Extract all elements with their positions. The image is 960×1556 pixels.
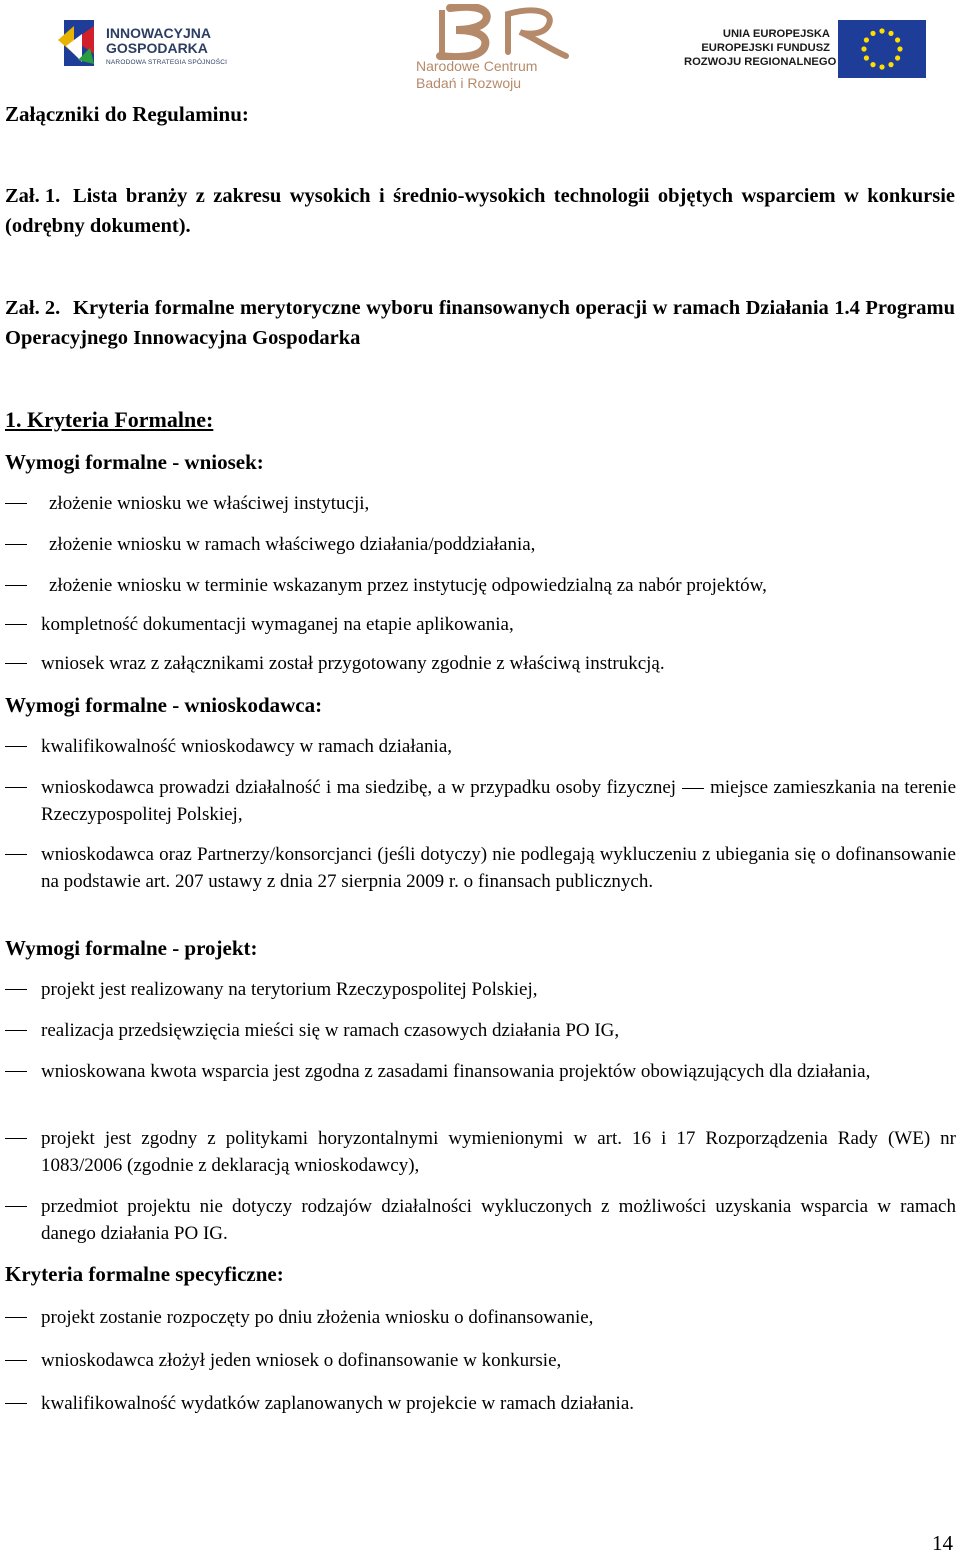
list-item: projekt jest zgodny z politykami horyzontalnymi wymienionymi w art. 16 i 17 Rozporządzenia Rady (WE) nr 1083/2006 (zgodnie z deklaracją wnioskodawcy), [0,1125,956,1179]
innowacyjna-gospodarka-tagline: NARODOWA STRATEGIA SPÓJNOŚCI [106,59,228,66]
dash-bullet [5,585,27,586]
list-item: wnioskowana kwota wsparcia jest zgodna z zasadami finansowania projektów obowiązujących dla działania, [0,1058,956,1085]
inline-dash [682,788,704,789]
dash-bullet [5,1138,27,1139]
dash-bullet [5,1317,27,1318]
dash-bullet [5,787,27,788]
page-header [0,0,960,95]
eu-logo [684,20,928,78]
dash-bullet [5,1403,27,1404]
list-item: projekt jest realizowany na terytorium Rzeczypospolitej Polskiej, [0,976,956,1003]
list-item: wnioskodawca złożył jeden wniosek o dofinansowanie w konkursie, [0,1347,956,1374]
list-item: projekt zostanie rozpoczęty po dniu złożenia wniosku o dofinansowanie, [0,1304,956,1331]
group-heading-wnioskodawca: Wymogi formalne - wnioskodawca: [5,693,323,717]
eu-flag-icon [838,20,926,78]
list-item: złożenie wniosku we właściwej instytucji, [0,490,956,517]
list-item: przedmiot projektu nie dotyczy rodzajów działalności wykluczonych z możliwości uzyskania wsparcia w ramach danego działania PO IG. [0,1193,956,1247]
dash-bullet [5,503,27,504]
innowacyjna-gospodarka-star-icon [58,20,102,68]
dash-bullet [5,663,27,664]
list-item: realizacja przedsięwzięcia mieści się w ramach czasowych działania PO IG, [0,1017,956,1044]
list-item: wnioskodawca oraz Partnerzy/konsorcjanci (jeśli dotyczy) nie podlegają wykluczeniu z ubiegania się o dofinansowanie na podstawie art. 207 ustawy z dnia 27 sierpnia 2009 r. o finansach publicznych. [0,841,956,895]
dash-bullet [5,624,27,625]
dash-bullet [5,854,27,855]
attachment-1 [5,181,955,241]
dash-bullet [5,1071,27,1072]
list-item: wniosek wraz z załącznikami został przygotowany zgodnie z właściwą instrukcją. [0,650,956,677]
attachment-label: Zał. 2. [5,297,61,319]
dash-bullet [5,1360,27,1361]
dash-bullet [5,544,27,545]
innowacyjna-gospodarka-name: INNOWACYJNA GOSPODARKA [106,25,212,56]
ncbr-name: Narodowe Centrum Badań i Rozwoju [416,58,538,91]
group-heading-wniosek: Wymogi formalne - wniosek: [5,450,264,474]
innowacyjna-gospodarka-logo [58,18,238,74]
ncbr-br-monogram [416,4,580,60]
attachment-2 [5,293,955,353]
list-item: kwalifikowalność wydatków zaplanowanych w projekcie w ramach działania. [0,1390,956,1417]
page-number: 14 [932,1531,953,1555]
attachment-text: Lista branży z zakresu wysokich i średnio-wysokich technologii objętych wsparciem w konkursie (odrębny dokument). [5,185,955,237]
dash-bullet [5,1030,27,1031]
list-item: kompletność dokumentacji wymaganej na etapie aplikowania, [0,611,956,638]
dash-bullet [5,1206,27,1207]
dash-bullet [5,989,27,990]
list-item: wnioskodawca prowadzi działalność i ma siedzibę, a w przypadku osoby fizycznej miejsce zamieszkania na terenie Rzeczypospolitej Polskiej, [0,774,956,828]
list-item: złożenie wniosku w terminie wskazanym przez instytucję odpowiedzialną za nabór projektów, [0,572,956,599]
list-item: kwalifikowalność wnioskodawcy w ramach działania, [0,733,956,760]
dash-bullet [5,746,27,747]
attachments-title: Załączniki do Regulaminu: [5,102,249,126]
attachment-label: Zał. 1. [5,185,61,207]
group-heading-specyficzne: Kryteria formalne specyficzne: [5,1262,284,1286]
group-heading-projekt: Wymogi formalne - projekt: [5,936,258,960]
eu-fund-name: UNIA EUROPEJSKA EUROPEJSKI FUNDUSZ ROZWOJU REGIONALNEGO [684,28,837,68]
attachment-text: Kryteria formalne merytoryczne wyboru finansowanych operacji w ramach Działania 1.4 Programu Operacyjnego Innowacyjna Gospodarka [5,297,955,349]
list-item: złożenie wniosku w ramach właściwego działania/poddziałania, [0,531,956,558]
section-title: 1. Kryteria Formalne: [5,407,214,432]
ncbr-logo [410,4,590,94]
